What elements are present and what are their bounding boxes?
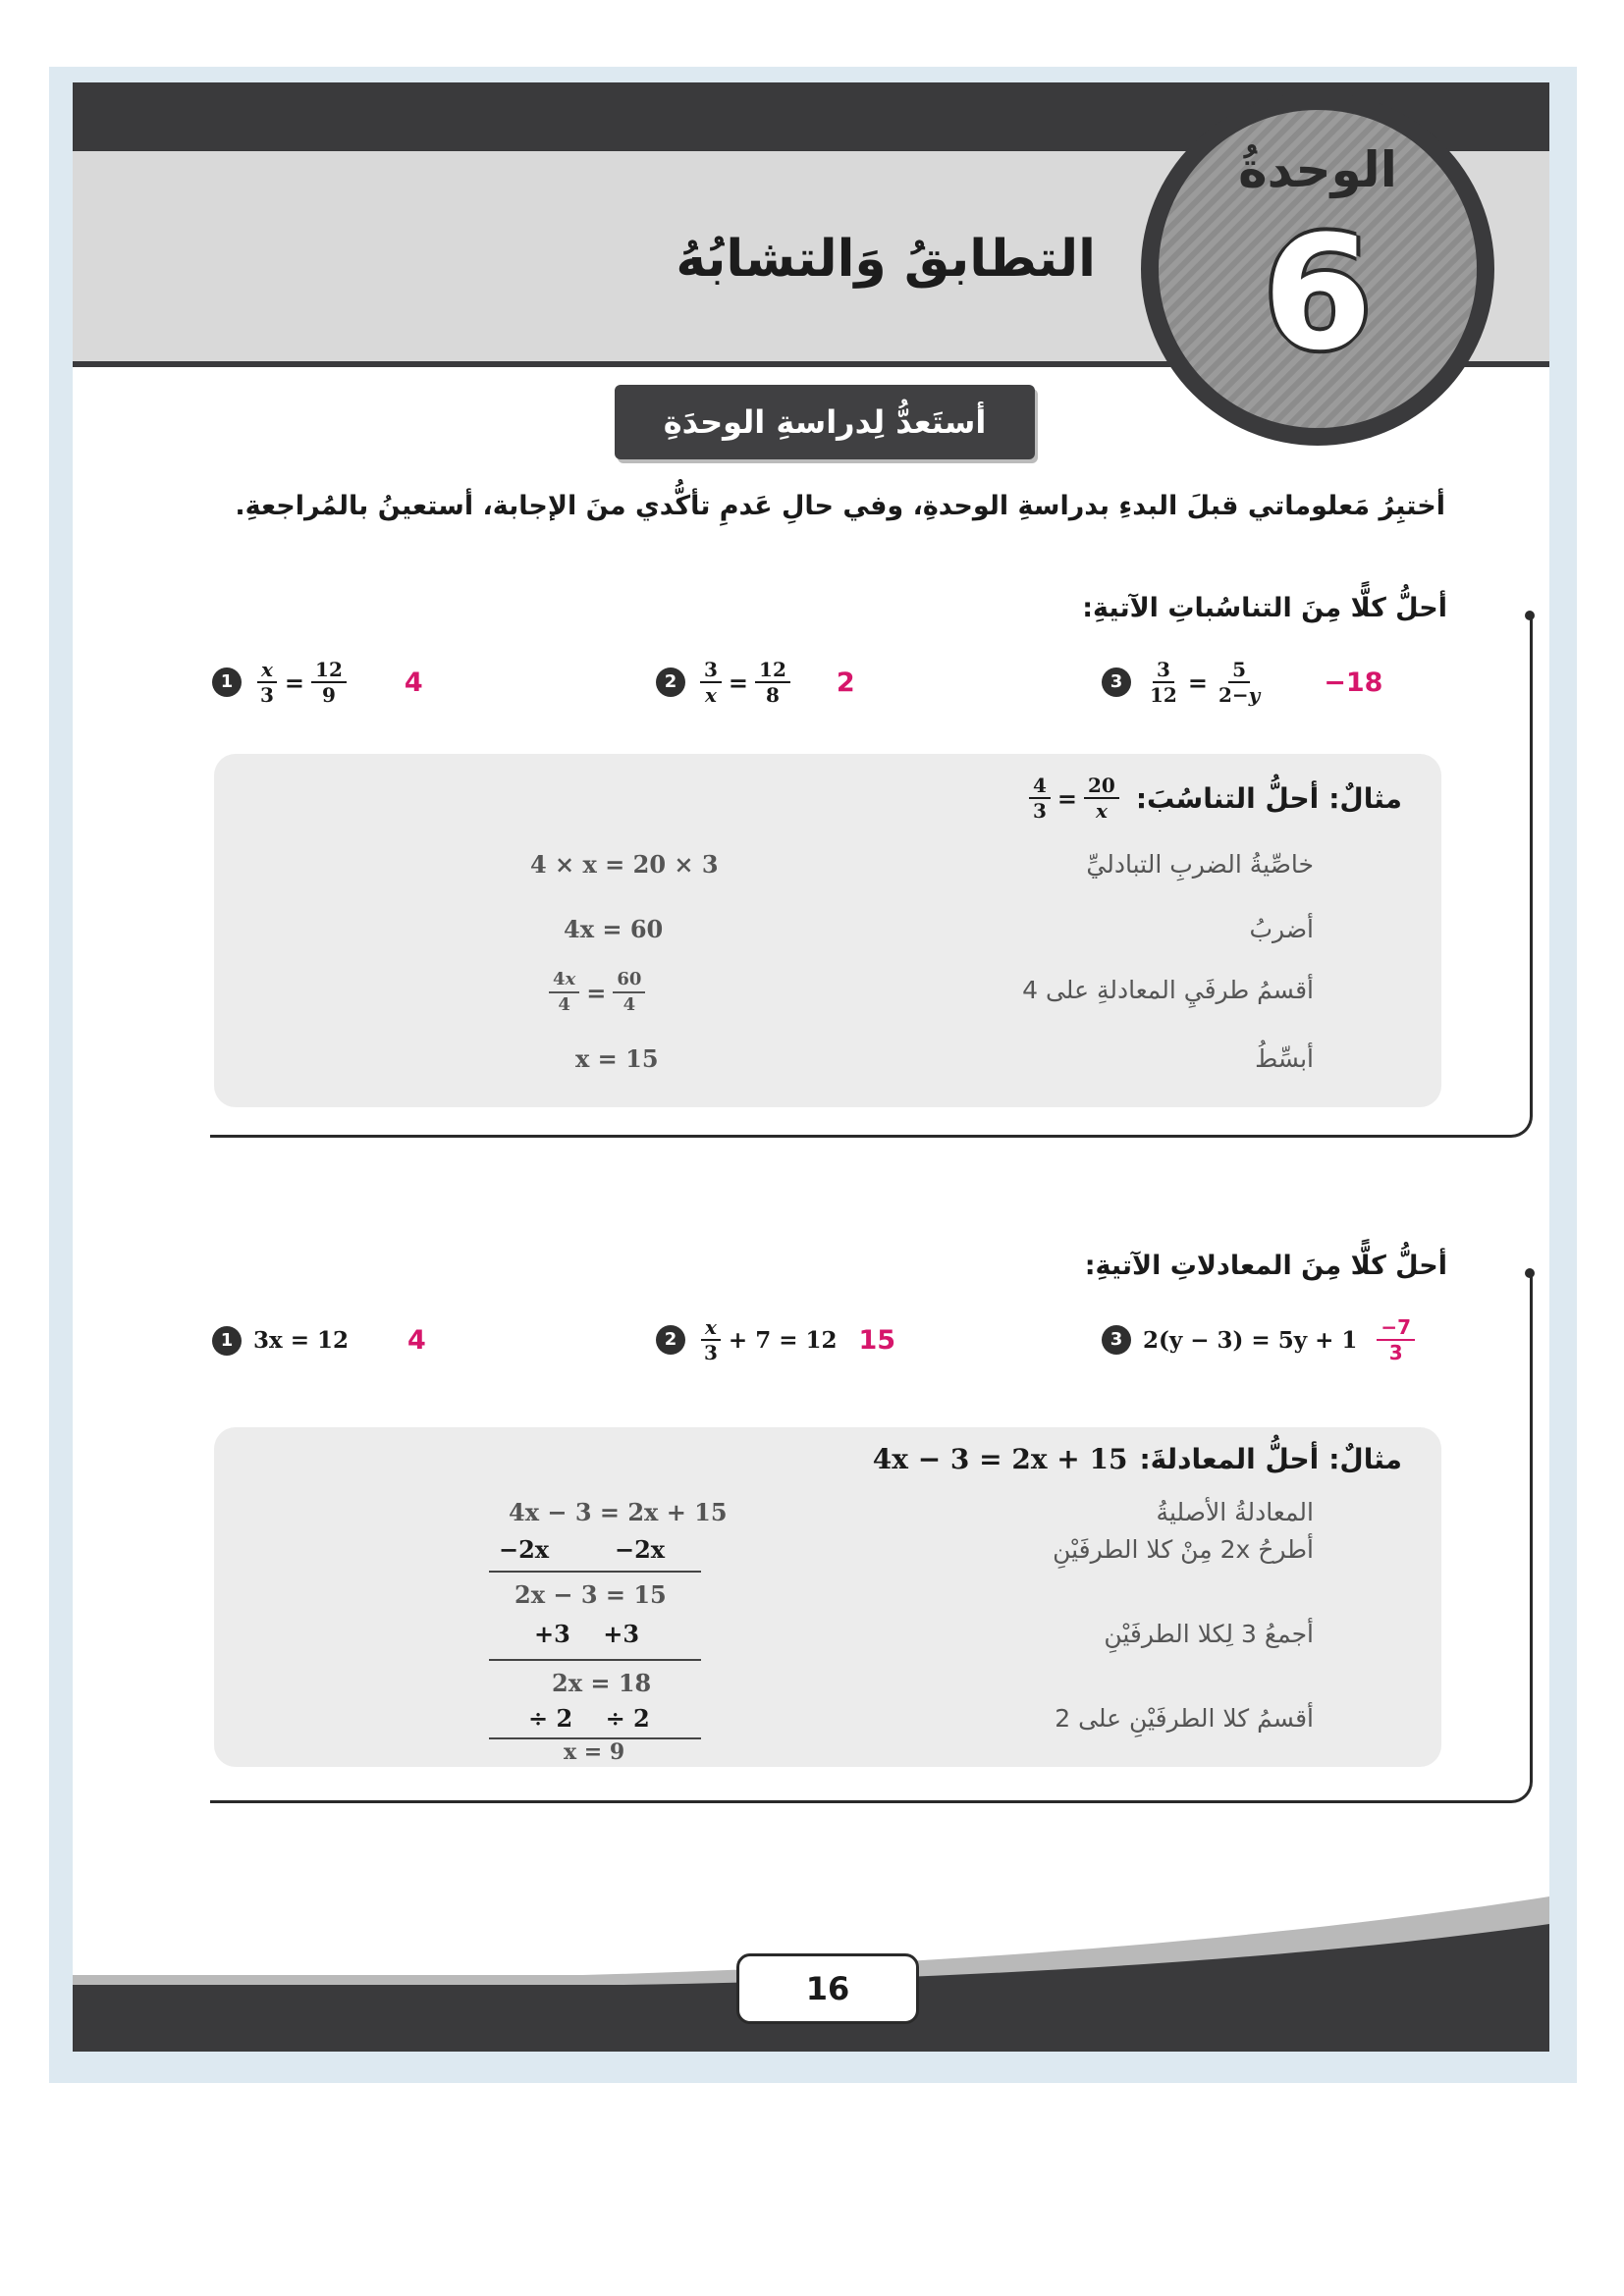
divider-line	[489, 1571, 701, 1573]
section2-title: أحلُّ كلًّا مِنَ المعادلاتِ الآتيةِ:	[1084, 1251, 1447, 1281]
prepare-heading: أستَعدُّ لِدراسةِ الوحدَةِ	[615, 385, 1035, 459]
answer-fraction: $\frac{-7}{3}$	[1377, 1315, 1415, 1364]
unit-label: الوحدةُ	[1238, 141, 1397, 198]
step-math: 2x − 3 = 15	[514, 1580, 667, 1609]
equation-item-2: 2 $\frac{x}{3}$ + 7 = 12 15	[656, 1315, 895, 1364]
example-heading: مثالٌ: أحلُّ المعادلةَ: 4x − 3 = 2x + 15	[872, 1443, 1402, 1475]
section1-title: أحلُّ كلًّا مِنَ التناسُباتِ الآتيةِ:	[1082, 593, 1447, 623]
example-heading: مثالٌ: أحلُّ التناسُبَ: $\frac{4}{3}$ = $\frac{20}{x}$	[1026, 774, 1402, 823]
bullet-icon	[1525, 1268, 1535, 1278]
unit-number: 6	[1263, 201, 1373, 385]
page-number: 16	[736, 1953, 919, 2024]
divider-line	[489, 1659, 701, 1661]
example-box-2	[214, 1427, 1441, 1767]
answer: −18	[1324, 667, 1383, 698]
item-number-badge: 1	[212, 667, 242, 697]
step-label: المعادلةُ الأصليةُ	[1156, 1498, 1314, 1526]
item-number-badge: 2	[656, 1325, 685, 1355]
answer: 15	[858, 1324, 896, 1356]
example-box-1	[214, 754, 1441, 1107]
item-number-badge: 3	[1102, 1325, 1131, 1355]
page-title: التطابقُ وَالتشابُهُ	[676, 230, 1096, 289]
equation-expression: 3x = 12	[253, 1327, 350, 1354]
step-label: أقسمُ كلا الطرفَيْنِ على 2	[1055, 1704, 1314, 1733]
step-label: أجمعُ 3 لِكلا الطرفَيْنِ	[1104, 1620, 1314, 1648]
step-math-fraction: $\frac{4x}{4}$ = $\frac{60}{4}$	[546, 968, 648, 1017]
step-label: أضربُ	[1249, 915, 1314, 943]
step-math: ÷ 2 ÷ 2	[528, 1704, 650, 1733]
equation-item-3	[1102, 1315, 1418, 1364]
step-label: أطرحُ 2x مِنْ كلا الطرفَيْنِ	[1053, 1535, 1314, 1564]
item-number-badge: 1	[212, 1326, 242, 1356]
equation-expression: + 7 = 12	[728, 1326, 838, 1354]
item-number-badge: 3	[1102, 667, 1131, 697]
step-math: x = 15	[575, 1044, 659, 1073]
proportion-item-2: 2 $\frac{3}{x}$ = $\frac{12}{8}$ 2	[656, 658, 855, 707]
step-label: أقسمُ طرفَيِ المعادلةِ على 4	[1022, 976, 1314, 1004]
document-page	[73, 82, 1549, 2052]
step-math: +3 +3	[534, 1620, 640, 1648]
step-math: 4x − 3 = 2x + 15	[509, 1498, 728, 1526]
answer: 4	[404, 667, 423, 698]
step-label: أبسِّطُ	[1255, 1044, 1314, 1073]
item-number-badge: 2	[656, 667, 685, 697]
bullet-icon	[1525, 611, 1535, 620]
step-math: 4x = 60	[564, 915, 664, 943]
answer: 2	[836, 667, 855, 698]
step-math: −2x −2x	[499, 1535, 666, 1564]
step-math: 4 × x = 20 × 3	[530, 850, 719, 879]
answer: 4	[407, 1325, 426, 1356]
equation-expression: 2(y − 3) = 5y + 1	[1143, 1326, 1358, 1354]
step-math: 2x = 18	[552, 1669, 652, 1697]
equation-item-1	[212, 1325, 426, 1356]
proportion-item-1: 1 $\frac{x}{3}$ = $\frac{12}{9}$ 4	[212, 658, 423, 707]
step-math: x = 9	[564, 1739, 625, 1765]
intro-text: أختبِرُ مَعلوماتي قبلَ البدءِ بدراسةِ الوحدةِ، وفي حالِ عَدمِ تأكُّدي منَ الإجابة، أستعينُ بالمُراجعةِ.	[235, 491, 1445, 521]
proportion-item-3: 3 $\frac{3}{12}$ = $\frac{5}{2-y}$ −18	[1102, 658, 1382, 707]
step-label: خاصِّيةُ الضربِ التبادليِّ	[1086, 850, 1314, 879]
